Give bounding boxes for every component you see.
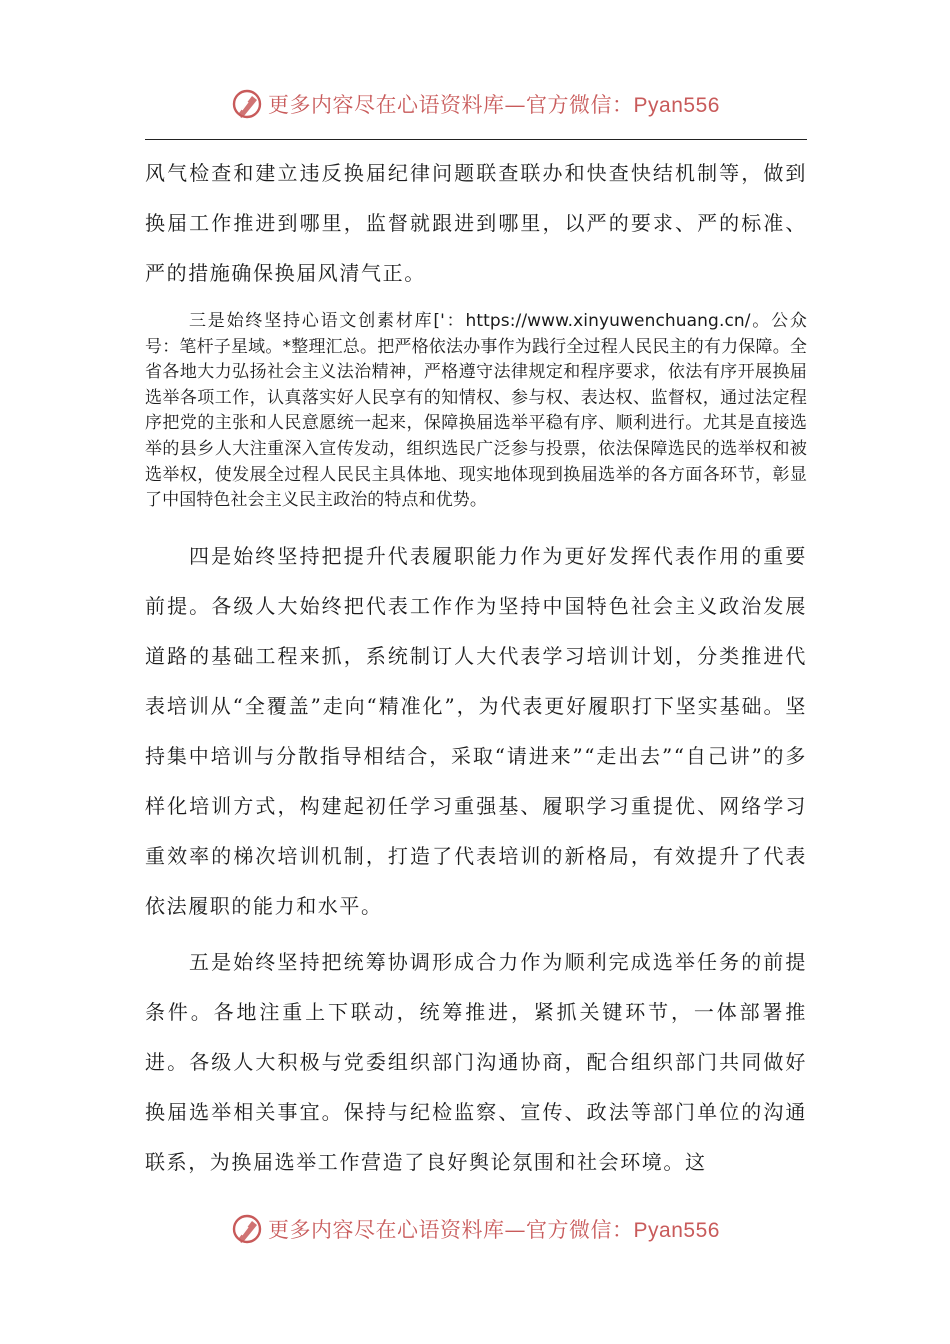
footer-banner	[0, 1207, 950, 1251]
header-rule	[145, 139, 807, 140]
paragraph-2: 三是始终坚持心语文创素材库['：https://www.xinyuwenchuang.cn/。公众号：笔杆子星域。*整理汇总。把严格依法办事作为践行全过程人民民主的有力保障。全省各地大力弘扬社会主义法治精神，严格遵守法律规定和程序要求，依法有序开展换届选举各项工作，认真落实好人民享有的知情权、参与权、表达权、监督权，通过法定程序把党的主张和人民意愿统一起来，保障换届选举平稳有序、顺利进行。尤其是直接选举的县乡人大注重深入宣传发动，组织选民广泛参与投票，依法保障选民的选举权和被选举权，使发展全过程人民民主具体地、现实地体现到换届选举的各方面各环节，彰显了中国特色社会主义民主政治的特点和优势。	[145, 311, 807, 511]
paragraph-1: 风气检查和建立违反换届纪律问题联查联办和快查快结机制等，做到换届工作推进到哪里，监督就跟进到哪里，以严的要求、严的标准、严的措施确保换届风清气正。	[145, 161, 807, 285]
pen-nib-logo-icon	[230, 1212, 264, 1246]
header-banner	[0, 82, 950, 126]
pen-nib-logo-icon	[230, 87, 264, 121]
paragraph-3: 四是始终坚持把提升代表履职能力作为更好发挥代表作用的重要前提。各级人大始终把代表工作作为坚持中国特色社会主义政治发展道路的基础工程来抓，系统制订人大代表学习培训计划，分类推进代表培训从“全覆盖”走向“精准化”，为代表更好履职打下坚实基础。坚持集中培训与分散指导相结合，采取“请进来”“走出去”“自己讲”的多样化培训方式，构建起初任学习重强基、履职学习重提优、网络学习重效率的梯次培训机制，打造了代表培训的新格局，有效提升了代表依法履职的能力和水平。	[145, 543, 807, 918]
header-banner-text: 更多内容尽在心语资料库—官方微信：Pyan556	[268, 93, 720, 117]
document-body	[145, 148, 807, 1187]
paragraph-4: 五是始终坚持把统筹协调形成合力作为顺利完成选举任务的前提条件。各地注重上下联动，统筹推进，紧抓关键环节，一体部署推进。各级人大积极与党委组织部门沟通协商，配合组织部门共同做好换届选举相关事宜。保持与纪检监察、宣传、政法等部门单位的沟通联系，为换届选举工作营造了良好舆论氛围和社会环境。这	[145, 949, 807, 1174]
footer-banner-text: 更多内容尽在心语资料库—官方微信：Pyan556	[268, 1218, 720, 1242]
